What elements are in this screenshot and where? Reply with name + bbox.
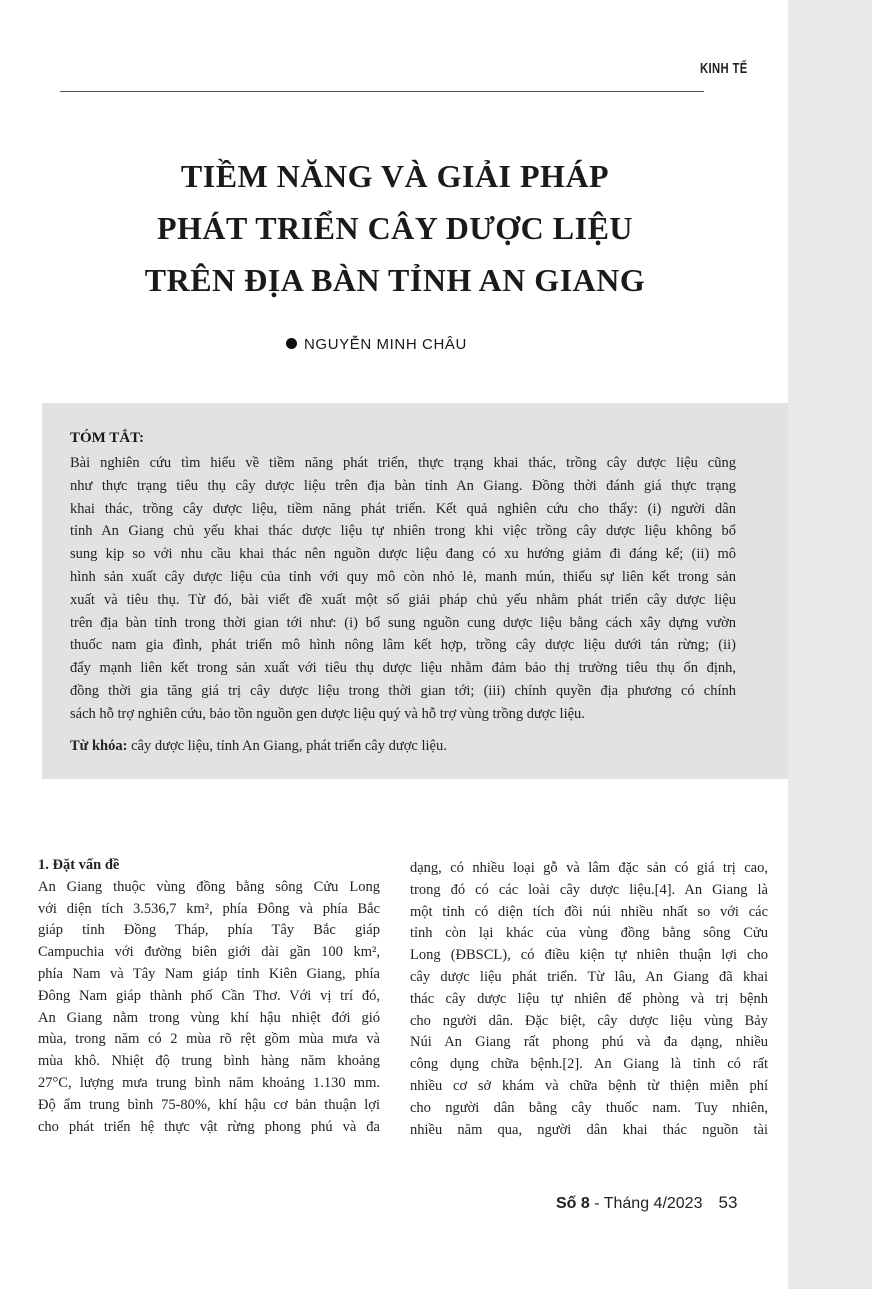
- abstract-line: xuất và tiêu thụ. Từ đó, bài viết đề xuất một số giải pháp chủ yếu nhằm phát triển cây dược liệu: [70, 591, 736, 608]
- body-line: An Giang nằm trong vùng khí hậu nhiệt đới gió: [38, 1009, 380, 1026]
- keywords-label: Từ khóa:: [70, 738, 128, 754]
- body-line: Campuchia với đường biên giới dài gần 100 km²,: [38, 944, 380, 961]
- abstract-line: thuốc nam gia đình, phát triển mô hình nông lâm kết hợp, trồng cây dược liệu dưới tán rừng; (ii): [70, 637, 736, 654]
- page-number: 53: [718, 1193, 738, 1212]
- section-heading: 1. Đặt vấn đề: [38, 857, 120, 873]
- issue-date: - Tháng 4/2023: [589, 1195, 703, 1212]
- title-line: TIỀM NĂNG VÀ GIẢI PHÁP: [180, 158, 610, 194]
- abstract-line: sung kịp so với nhu cầu khai thác nên nguồn dược liệu đang có xu hướng giảm đi đáng kể; (ii) mô: [70, 546, 736, 563]
- abstract-heading: TÓM TẮT:: [70, 430, 145, 446]
- body-line: công dụng chữa bệnh.[2]. An Giang là tỉnh có rất: [410, 1056, 768, 1073]
- body-line: mùa, trong năm có 2 mùa rõ rệt gồm mùa mưa và: [38, 1031, 380, 1048]
- body-line: cho người dân. Đặc biệt, cây dược liệu vùng Bảy: [410, 1012, 768, 1029]
- body-column-right: [410, 858, 768, 1141]
- body-line: nhiều năm qua, người dân khai thác nguồn tài: [410, 1121, 768, 1138]
- body-line: nhiều cơ sở khám và chữa bệnh từ thiện miễn phí: [410, 1077, 768, 1094]
- body-line: An Giang thuộc vùng đồng bằng sông Cửu Long: [38, 878, 380, 895]
- section-label: KINH TẾ: [700, 60, 748, 77]
- issue-number: Số 8: [556, 1195, 590, 1212]
- body-line: với diện tích 3.536,7 km², phía Đông và phía Bắc: [38, 900, 380, 917]
- body-line: cây dược liệu phát triển. Từ lâu, An Giang đã khai: [410, 968, 768, 985]
- abstract-line: như thực trạng tiêu thụ cây dược liệu trên địa bàn tỉnh An Giang. Đồng thời đánh giá thực trạng: [70, 477, 736, 494]
- author-name: NGUYỄN MINH CHÂU: [304, 336, 467, 353]
- body-line: một tỉnh có diện tích đồi núi nhiều nhất so với các: [410, 903, 768, 920]
- abstract-line: sách hỗ trợ nghiên cứu, bảo tồn nguồn gen dược liệu quý và hỗ trợ vùng trồng dược liệu.: [70, 705, 585, 722]
- body-line: dạng, có nhiều loại gỗ và lâm đặc sản có giá trị cao,: [410, 860, 768, 876]
- body-line: cho phát triển hệ thực vật rừng phong phú và đa: [38, 1118, 380, 1135]
- keywords-text: cây dược liệu, tỉnh An Giang, phát triển cây dược liệu.: [127, 738, 447, 754]
- abstract-body: [70, 452, 736, 726]
- abstract-line: Bài nghiên cứu tìm hiểu về tiềm năng phát triển, thực trạng khai thác, trồng cây dược liệu cũng: [70, 455, 736, 471]
- page-footer: [556, 1193, 737, 1213]
- title-line: TRÊN ĐỊA BÀN TỈNH AN GIANG: [144, 262, 646, 298]
- body-line: giáp tỉnh Đồng Tháp, phía Tây Bắc giáp: [38, 922, 380, 939]
- body-column-left: [38, 855, 380, 1138]
- body-line: thác cây dược liệu tự nhiên để phòng và trị bệnh: [410, 990, 768, 1007]
- abstract-line: đẩy mạnh liên kết trong sản xuất với tiêu thụ dược liệu nhằm đảm bảo thị trường tiêu thụ ổn định,: [70, 660, 736, 677]
- right-margin-band: [788, 0, 872, 1289]
- title-line: PHÁT TRIỂN CÂY DƯỢC LIỆU: [156, 210, 634, 246]
- body-line: Núi An Giang rất phong phú và đa dạng, nhiều: [410, 1034, 768, 1051]
- body-line: phía Nam và Tây Nam giáp tỉnh Kiên Giang, phía: [38, 965, 380, 982]
- abstract-line: trên địa bàn tỉnh trong thời gian tới như: (i) bổ sung nguồn cung dược liệu bằng cách xây dựng vườn: [70, 614, 736, 631]
- abstract-line: hình sản xuất cây dược liệu của tỉnh với quy mô còn nhỏ lẻ, manh mún, thiếu sự liên kết trong sản: [70, 568, 736, 585]
- bullet-icon: [286, 338, 297, 349]
- body-line: 27°C, lượng mưa trung bình năm khoảng 1.130 mm.: [38, 1074, 380, 1091]
- body-line: tỉnh còn lại khác của vùng đồng bằng sông Cửu: [410, 925, 768, 942]
- abstract-line: khai thác, trồng cây dược liệu, tiềm năng phát triển. Kết quả nghiên cứu cho thấy: (i) người dân: [70, 500, 736, 517]
- keywords: [70, 735, 736, 757]
- body-line: Long (ĐBSCL), có điều kiện tự nhiên thuận lợi cho: [410, 947, 768, 964]
- header-rule: [60, 91, 704, 92]
- body-line: Độ ẩm trung bình 75-80%, khí hậu cơ bản thuận lợi: [38, 1096, 380, 1113]
- article-title: [90, 150, 700, 306]
- author-line: [286, 336, 467, 353]
- body-line: cho người dân bằng cây thuốc nam. Tuy nhiên,: [410, 1099, 768, 1116]
- abstract-line: đồng thời gia tăng giá trị cây dược liệu trong thời gian tới; (iii) chính quyền địa phương có chính: [70, 682, 736, 699]
- abstract-line: tỉnh An Giang chủ yếu khai thác dược liệu tự nhiên trong khi việc trồng cây dược liệu không bổ: [70, 523, 736, 540]
- body-line: Đông Nam giáp thành phố Cần Thơ. Với vị trí đó,: [38, 987, 380, 1004]
- body-line: mùa khô. Nhiệt độ trung bình hàng năm khoảng: [38, 1053, 380, 1070]
- body-line: trong đó có các loài cây dược liệu.[4]. An Giang là: [410, 881, 768, 898]
